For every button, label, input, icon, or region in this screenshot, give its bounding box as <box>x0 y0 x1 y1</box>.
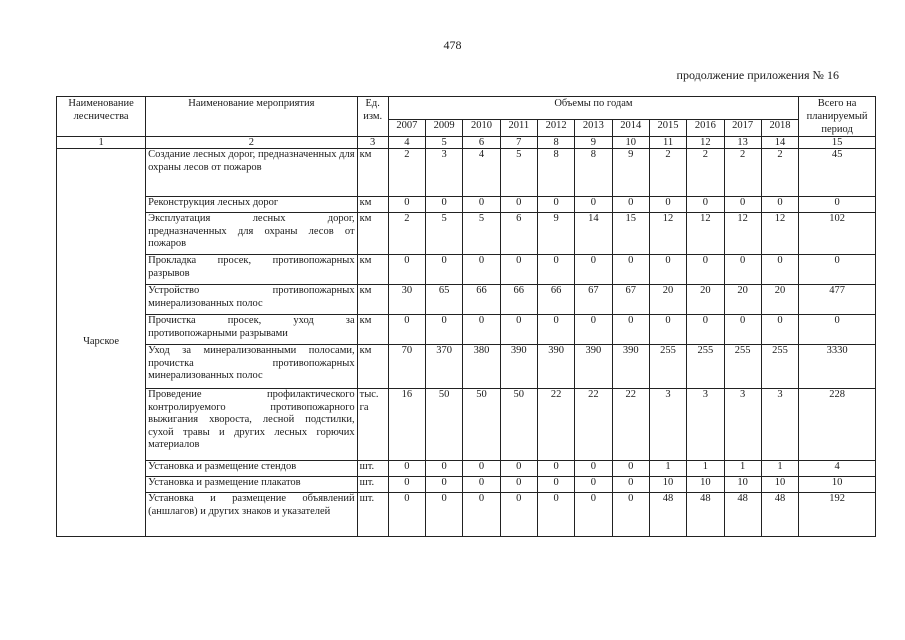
activity-name-cell: Устройство противопожарных минерализованных полос <box>146 285 357 315</box>
column-index-cell: 9 <box>575 137 612 149</box>
year-value-cell: 380 <box>463 345 500 389</box>
year-value-cell: 0 <box>724 255 761 285</box>
year-value-cell: 10 <box>761 477 798 493</box>
year-value-cell: 8 <box>537 149 574 197</box>
year-value-cell: 0 <box>426 493 463 537</box>
year-value-cell: 0 <box>575 461 612 477</box>
year-value-cell: 0 <box>426 477 463 493</box>
year-value-cell: 30 <box>388 285 425 315</box>
year-value-cell: 0 <box>612 461 649 477</box>
activity-name-cell: Установка и размещение объявлений (аншлагов) и других знаков и указателей <box>146 493 357 537</box>
year-value-cell: 20 <box>724 285 761 315</box>
year-value-cell: 1 <box>649 461 686 477</box>
header-year: 2011 <box>500 120 537 137</box>
year-value-cell: 0 <box>575 255 612 285</box>
year-value-cell: 0 <box>575 197 612 213</box>
column-index-cell: 10 <box>612 137 649 149</box>
unit-cell: шт. <box>357 493 388 537</box>
header-year: 2017 <box>724 120 761 137</box>
year-value-cell: 2 <box>388 149 425 197</box>
activity-name-cell: Прокладка просек, противопожарных разрывов <box>146 255 357 285</box>
year-value-cell: 0 <box>687 255 724 285</box>
year-value-cell: 2 <box>761 149 798 197</box>
year-value-cell: 2 <box>388 213 425 255</box>
unit-cell: км <box>357 315 388 345</box>
header-year: 2009 <box>426 120 463 137</box>
year-value-cell: 0 <box>687 315 724 345</box>
header-year: 2018 <box>761 120 798 137</box>
year-value-cell: 66 <box>500 285 537 315</box>
table-row <box>57 213 876 255</box>
year-value-cell: 0 <box>500 197 537 213</box>
unit-cell: км <box>357 213 388 255</box>
table-row <box>57 197 876 213</box>
year-value-cell: 390 <box>500 345 537 389</box>
year-value-cell: 255 <box>724 345 761 389</box>
table-row <box>57 255 876 285</box>
total-cell: 102 <box>799 213 876 255</box>
year-value-cell: 0 <box>649 315 686 345</box>
activity-name-cell: Уход за минерализованными полосами, прочистка противопожарных минерализованных полос <box>146 345 357 389</box>
year-value-cell: 9 <box>537 213 574 255</box>
appendix-continuation-note: продолжение приложения № 16 <box>676 68 839 82</box>
year-value-cell: 0 <box>463 197 500 213</box>
activity-name-cell: Создание лесных дорог, предназначенных для охраны лесов от пожаров <box>146 149 357 197</box>
year-value-cell: 12 <box>687 213 724 255</box>
year-value-cell: 48 <box>649 493 686 537</box>
activity-name-cell: Реконструкция лесных дорог <box>146 197 357 213</box>
column-index-cell: 2 <box>146 137 357 149</box>
year-value-cell: 0 <box>575 493 612 537</box>
year-value-cell: 65 <box>426 285 463 315</box>
column-index-cell: 3 <box>357 137 388 149</box>
year-value-cell: 10 <box>649 477 686 493</box>
year-value-cell: 0 <box>761 255 798 285</box>
year-value-cell: 3 <box>426 149 463 197</box>
year-value-cell: 66 <box>463 285 500 315</box>
header-year: 2015 <box>649 120 686 137</box>
table-row <box>57 149 876 197</box>
year-value-cell: 0 <box>463 477 500 493</box>
year-value-cell: 0 <box>612 315 649 345</box>
year-value-cell: 3 <box>724 389 761 461</box>
total-cell: 45 <box>799 149 876 197</box>
year-value-cell: 8 <box>575 149 612 197</box>
table-row <box>57 493 876 537</box>
year-value-cell: 1 <box>724 461 761 477</box>
year-value-cell: 0 <box>537 255 574 285</box>
year-value-cell: 22 <box>612 389 649 461</box>
year-value-cell: 0 <box>463 255 500 285</box>
year-value-cell: 0 <box>537 477 574 493</box>
column-index-cell: 8 <box>537 137 574 149</box>
year-value-cell: 255 <box>761 345 798 389</box>
header-total: Всего на планируемый период <box>799 97 876 137</box>
year-value-cell: 1 <box>761 461 798 477</box>
year-value-cell: 6 <box>500 213 537 255</box>
column-index-cell: 5 <box>426 137 463 149</box>
year-value-cell: 0 <box>500 461 537 477</box>
year-value-cell: 0 <box>687 197 724 213</box>
header-year: 2007 <box>388 120 425 137</box>
total-cell: 228 <box>799 389 876 461</box>
table-row <box>57 461 876 477</box>
year-value-cell: 5 <box>500 149 537 197</box>
year-value-cell: 14 <box>575 213 612 255</box>
column-index-cell: 7 <box>500 137 537 149</box>
unit-cell: шт. <box>357 477 388 493</box>
year-value-cell: 0 <box>575 477 612 493</box>
year-value-cell: 50 <box>500 389 537 461</box>
year-value-cell: 3 <box>649 389 686 461</box>
year-value-cell: 9 <box>612 149 649 197</box>
year-value-cell: 390 <box>575 345 612 389</box>
year-value-cell: 50 <box>426 389 463 461</box>
year-value-cell: 0 <box>500 493 537 537</box>
header-year: 2012 <box>537 120 574 137</box>
year-value-cell: 10 <box>724 477 761 493</box>
column-index-cell: 4 <box>388 137 425 149</box>
year-value-cell: 2 <box>687 149 724 197</box>
year-value-cell: 48 <box>724 493 761 537</box>
year-value-cell: 1 <box>687 461 724 477</box>
year-value-cell: 20 <box>761 285 798 315</box>
activity-name-cell: Установка и размещение стендов <box>146 461 357 477</box>
header-year: 2013 <box>575 120 612 137</box>
unit-cell: км <box>357 255 388 285</box>
year-value-cell: 2 <box>724 149 761 197</box>
header-forestry: Наименование лесничества <box>57 97 146 137</box>
column-index-cell: 13 <box>724 137 761 149</box>
total-cell: 3330 <box>799 345 876 389</box>
table-row <box>57 389 876 461</box>
year-value-cell: 0 <box>537 315 574 345</box>
year-value-cell: 70 <box>388 345 425 389</box>
year-value-cell: 66 <box>537 285 574 315</box>
year-value-cell: 67 <box>575 285 612 315</box>
header-unit: Ед. изм. <box>357 97 388 137</box>
year-value-cell: 0 <box>537 493 574 537</box>
unit-cell: км <box>357 345 388 389</box>
header-year: 2010 <box>463 120 500 137</box>
column-index-cell: 1 <box>57 137 146 149</box>
table-row <box>57 345 876 389</box>
total-cell: 0 <box>799 197 876 213</box>
unit-cell: тыс. га <box>357 389 388 461</box>
year-value-cell: 0 <box>388 477 425 493</box>
year-value-cell: 0 <box>426 461 463 477</box>
year-value-cell: 10 <box>687 477 724 493</box>
table-row <box>57 315 876 345</box>
column-index-cell: 11 <box>649 137 686 149</box>
activity-name-cell: Установка и размещение плакатов <box>146 477 357 493</box>
header-year: 2016 <box>687 120 724 137</box>
year-value-cell: 0 <box>500 255 537 285</box>
year-value-cell: 0 <box>612 255 649 285</box>
fire-prevention-plan-table <box>56 96 876 537</box>
year-value-cell: 0 <box>388 315 425 345</box>
year-value-cell: 370 <box>426 345 463 389</box>
activity-name-cell: Прочистка просек, уход за противопожарными разрывами <box>146 315 357 345</box>
year-value-cell: 4 <box>463 149 500 197</box>
year-value-cell: 20 <box>687 285 724 315</box>
header-activity: Наименование мероприятия <box>146 97 357 137</box>
total-cell: 0 <box>799 315 876 345</box>
table-row <box>57 477 876 493</box>
year-value-cell: 0 <box>724 315 761 345</box>
year-value-cell: 2 <box>649 149 686 197</box>
year-value-cell: 0 <box>612 477 649 493</box>
year-value-cell: 255 <box>687 345 724 389</box>
year-value-cell: 0 <box>761 315 798 345</box>
year-value-cell: 255 <box>649 345 686 389</box>
table-row <box>57 285 876 315</box>
activity-name-cell: Проведение профилактического контролируемого противопожарного выжигания хвороста, лесной подстилки, сухой травы и других лесных горючих материалов <box>146 389 357 461</box>
year-value-cell: 0 <box>388 461 425 477</box>
total-cell: 477 <box>799 285 876 315</box>
year-value-cell: 3 <box>687 389 724 461</box>
year-value-cell: 0 <box>463 461 500 477</box>
unit-cell: шт. <box>357 461 388 477</box>
year-value-cell: 22 <box>537 389 574 461</box>
total-cell: 0 <box>799 255 876 285</box>
year-value-cell: 12 <box>761 213 798 255</box>
column-index-cell: 15 <box>799 137 876 149</box>
year-value-cell: 0 <box>500 477 537 493</box>
year-value-cell: 67 <box>612 285 649 315</box>
year-value-cell: 0 <box>388 197 425 213</box>
year-value-cell: 0 <box>724 197 761 213</box>
year-value-cell: 0 <box>537 197 574 213</box>
year-value-cell: 390 <box>537 345 574 389</box>
year-value-cell: 50 <box>463 389 500 461</box>
year-value-cell: 0 <box>500 315 537 345</box>
year-value-cell: 0 <box>612 493 649 537</box>
unit-cell: км <box>357 285 388 315</box>
year-value-cell: 0 <box>537 461 574 477</box>
total-cell: 10 <box>799 477 876 493</box>
year-value-cell: 0 <box>388 493 425 537</box>
year-value-cell: 16 <box>388 389 425 461</box>
column-index-cell: 6 <box>463 137 500 149</box>
year-value-cell: 0 <box>426 315 463 345</box>
year-value-cell: 0 <box>575 315 612 345</box>
year-value-cell: 0 <box>426 197 463 213</box>
year-value-cell: 390 <box>612 345 649 389</box>
year-value-cell: 48 <box>761 493 798 537</box>
year-value-cell: 0 <box>463 493 500 537</box>
year-value-cell: 0 <box>612 197 649 213</box>
forestry-name-cell: Чарское <box>57 149 146 537</box>
year-value-cell: 22 <box>575 389 612 461</box>
year-value-cell: 12 <box>649 213 686 255</box>
year-value-cell: 48 <box>687 493 724 537</box>
activity-name-cell: Эксплуатация лесных дорог, предназначенных для охраны лесов от пожаров <box>146 213 357 255</box>
year-value-cell: 12 <box>724 213 761 255</box>
year-value-cell: 0 <box>649 255 686 285</box>
year-value-cell: 0 <box>649 197 686 213</box>
column-index-cell: 12 <box>687 137 724 149</box>
unit-cell: км <box>357 149 388 197</box>
year-value-cell: 0 <box>463 315 500 345</box>
year-value-cell: 5 <box>463 213 500 255</box>
header-volumes-by-year: Объемы по годам <box>388 97 798 120</box>
year-value-cell: 0 <box>761 197 798 213</box>
page-number: 478 <box>443 38 462 52</box>
year-value-cell: 5 <box>426 213 463 255</box>
header-year: 2014 <box>612 120 649 137</box>
total-cell: 4 <box>799 461 876 477</box>
year-value-cell: 0 <box>426 255 463 285</box>
year-value-cell: 3 <box>761 389 798 461</box>
column-index-cell: 14 <box>761 137 798 149</box>
total-cell: 192 <box>799 493 876 537</box>
year-value-cell: 0 <box>388 255 425 285</box>
year-value-cell: 20 <box>649 285 686 315</box>
year-value-cell: 15 <box>612 213 649 255</box>
unit-cell: км <box>357 197 388 213</box>
